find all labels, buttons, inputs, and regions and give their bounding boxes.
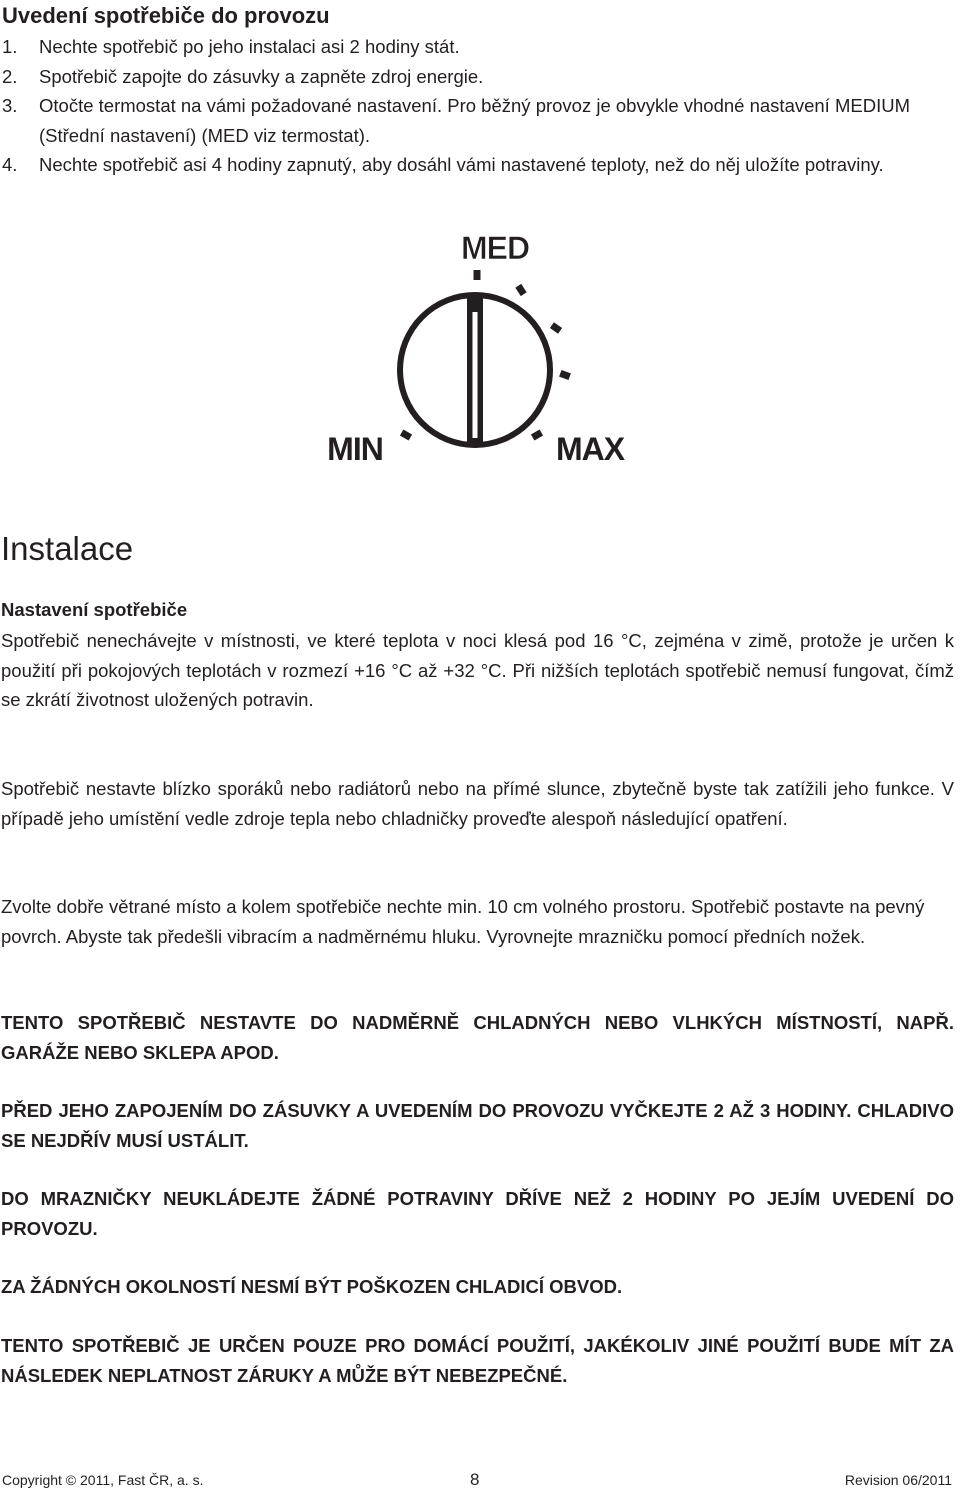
thermostat-label-max: MAX: [555, 431, 625, 467]
paragraph-placement: Spotřebič nestavte blízko sporáků nebo radiátorů nebo na přímé slunce, zbytečně byste tak zatížili jeho funkce. V případě jeho umístění vedle zdroje tepla nebo chladničky proveďte alespoň následující opatření.: [1, 778, 954, 829]
step-number: 2.: [2, 65, 18, 87]
warning-wait-before-start: PŘED JEHO ZAPOJENÍM DO ZÁSUVKY A UVEDENÍM DO PROVOZU VYČKEJTE 2 AŽ 3 HODINY. CHLADIVO SE NEJDŘÍV MUSÍ USTÁLIT.: [1, 1100, 954, 1151]
subsection-title-setup: Nastavení spotřebiče: [1, 599, 188, 620]
tick-mark: [559, 370, 571, 380]
step-item: [0, 150, 958, 180]
step-item: [0, 62, 958, 92]
step-text: Spotřebič zapojte do zásuvky a zapněte zdroj energie.: [39, 65, 484, 87]
footer-copyright: Copyright © 2011, Fast ČR, a. s.: [2, 1472, 204, 1488]
dial-pointer-highlight: [473, 312, 478, 438]
tick-mark: [550, 322, 562, 333]
step-item: [0, 91, 958, 150]
step-number: 1.: [2, 36, 18, 57]
warning-no-food-early: DO MRAZNIČKY NEUKLÁDEJTE ŽÁDNÉ POTRAVINY DŘÍVE NEŽ 2 HODINY PO JEJÍM UVEDENÍ DO PROVOZU.: [1, 1188, 954, 1239]
warning-cooling-circuit: ZA ŽÁDNÝCH OKOLNOSTÍ NESMÍ BÝT POŠKOZEN CHLADICÍ OBVOD.: [1, 1276, 623, 1297]
thermostat-label-min: MIN: [327, 431, 383, 467]
section-title-installation: Instalace: [1, 530, 134, 567]
step-text: Nechte spotřebič asi 4 hodiny zapnutý, aby dosáhl vámi nastavené teploty, než do něj uložíte potraviny.: [39, 154, 884, 175]
step-number: 3.: [2, 95, 18, 116]
thermostat-dial-diagram: [320, 228, 640, 478]
thermostat-label-med: MED: [460, 230, 530, 266]
paragraph-temperature: Spotřebič nenechávejte v místnosti, ve které teplota v noci klesá pod 16 °C, zejména v zimě, protože je určen k použití při pokojových teplotách v rozmezí +16 °C až +32 °C. Při nižších teplotách spotřebič nemusí fungovat, čímž se zkrátí životnost uložených potravin.: [1, 630, 954, 710]
tick-mark: [515, 284, 526, 296]
step-item: [0, 32, 958, 62]
page-footer: [0, 1472, 958, 1494]
step-text: Otočte termostat na vámi požadované nastavení. Pro běžný provoz je obvykle vhodné nastavení MEDIUM (Střední nastavení) (MED viz termostat).: [39, 95, 910, 146]
footer-revision: Revision 06/2011: [844, 1472, 952, 1488]
footer-page-number: 8: [470, 1470, 480, 1489]
warning-household-use: TENTO SPOTŘEBIČ JE URČEN POUZE PRO DOMÁCÍ POUŽITÍ, JAKÉKOLIV JINÉ POUŽITÍ BUDE MÍT ZA NÁSLEDEK NEPLATNOST ZÁRUKY A MŮŽE BÝT NEBEZPEČNÉ.: [1, 1335, 954, 1386]
tick-mark: [531, 429, 543, 440]
paragraph-ventilation: Zvolte dobře větrané místo a kolem spotřebiče nechte min. 10 cm volného prostoru. Spotřebič postavte na pevný povrch. Abyste tak předešli vibracím a nadměrnému hluku. Vyrovnejte mrazničku pomocí předních nožek.: [1, 896, 925, 947]
section-title-startup: Uvedení spotřebiče do provozu: [2, 3, 330, 28]
tick-mark: [400, 429, 412, 440]
step-number: 4.: [2, 154, 18, 175]
startup-steps-list: [0, 32, 958, 180]
warning-cold-rooms: TENTO SPOTŘEBIČ NESTAVTE DO NADMĚRNĚ CHLADNÝCH NEBO VLHKÝCH MÍSTNOSTÍ, NAPŘ. GARÁŽE NEBO SKLEPA APOD.: [1, 1012, 954, 1063]
step-text: Nechte spotřebič po jeho instalaci asi 2 hodiny stát.: [39, 36, 460, 57]
tick-mark: [474, 270, 481, 280]
